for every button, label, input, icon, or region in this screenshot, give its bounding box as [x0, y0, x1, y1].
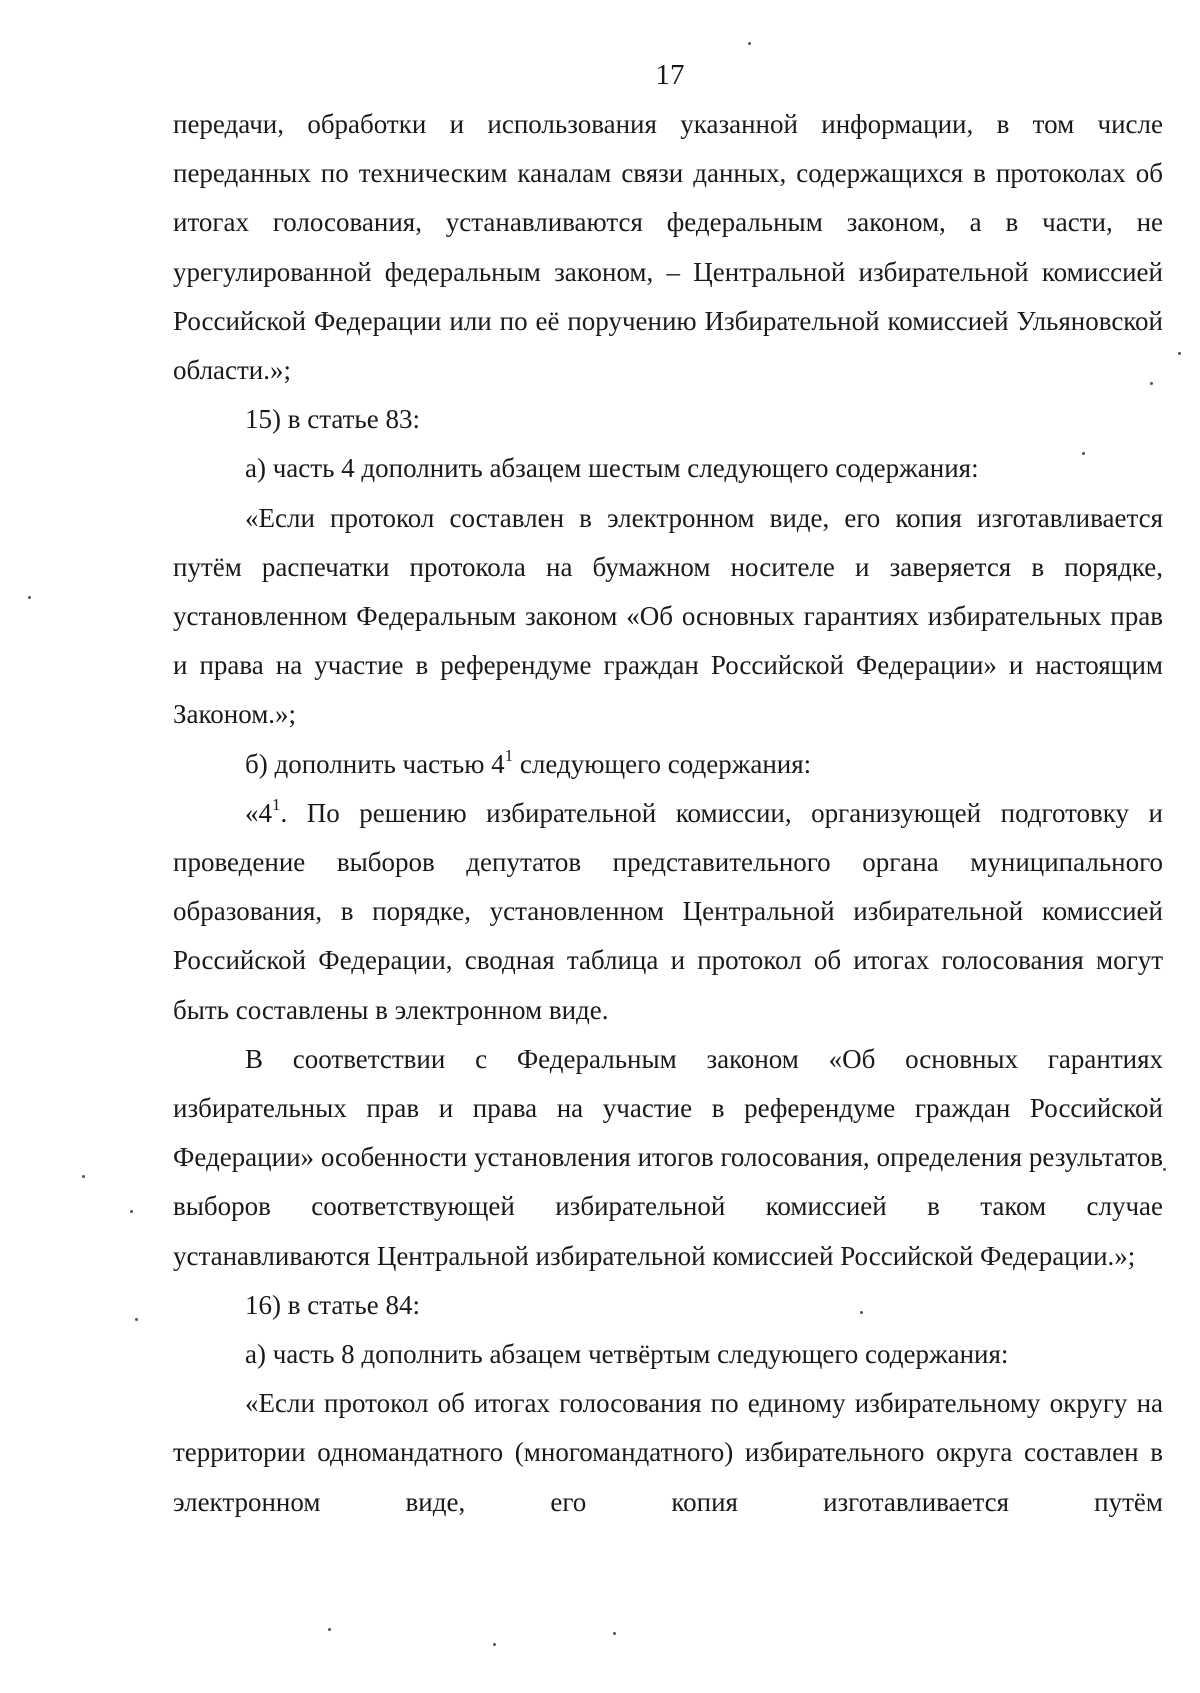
paragraph-electronic-protocol-copy: «Если протокол составлен в электронном виде, его копия изготавливается путём распечатки протокола на бумажном носителе и заверяется в порядке, установленном Федеральным законом «Об основных гарантиях избирательных прав и права на участие в референдуме граждан Российской Федерации» и настоящим Законом.»; [173, 502, 1163, 730]
scan-speck [860, 1311, 863, 1314]
page-number: 17 [655, 59, 685, 91]
scan-speck [130, 1210, 133, 1213]
scan-speck [1082, 452, 1085, 455]
scan-speck [1150, 382, 1153, 385]
text-fragment: б) дополнить частью 4 [245, 748, 505, 779]
scan-speck [613, 1632, 616, 1635]
scan-speck [493, 1643, 496, 1646]
paragraph-part-4-1-addition [173, 740, 1163, 789]
paragraph-part-4-amendment: а) часть 4 дополнить абзацем шестым следующего содержания: [245, 453, 979, 484]
superscript: 1 [504, 745, 514, 765]
paragraph-article-84-heading: 16) в статье 84: [245, 1289, 420, 1320]
text-fragment: . По решению избирательной комиссии, организующей подготовку и проведение выборов депутатов представительного органа муниципального образования, в порядке, установленном Центральной избирательной комиссией Российской Федерации, сводная таблица и протокол об итогах голосования могут быть составлены в электронном виде. [173, 797, 1163, 1025]
text-fragment: следующего содержания: [513, 748, 812, 779]
paragraph-part-4-1-text [173, 789, 1163, 1035]
scan-speck [328, 1628, 331, 1631]
scan-speck [1178, 352, 1181, 355]
text-fragment: «4 [245, 797, 272, 828]
scan-speck [28, 596, 31, 599]
scan-speck [82, 1175, 85, 1178]
paragraph-info-transfer: передачи, обработки и использования указанной информации, в том числе переданных по техническим каналам связи данных, содержащихся в протоколах об итогах голосования, устанавливаются федеральным законом, а в части, не урегулированной федеральным законом, – Центральной избирательной комиссией Российской Федерации или по её поручению Избирательной комиссией Ульяновской области.»; [173, 109, 1163, 386]
document-body [173, 100, 1163, 1527]
scan-speck [748, 42, 751, 45]
superscript: 1 [272, 794, 281, 814]
paragraph-single-district-protocol: «Если протокол об итогах голосования по единому избирательному округу на территории одномандатного (многомандатного) избирательного округа составлен в электронном виде, его копия изготавливается путём [173, 1388, 1163, 1517]
paragraph-part-8-amendment: а) часть 8 дополнить абзацем четвёртым следующего содержания: [245, 1339, 1009, 1370]
scan-speck [135, 1318, 138, 1321]
paragraph-article-83-heading: 15) в статье 83: [245, 404, 420, 435]
scan-speck [1163, 1168, 1166, 1171]
paragraph-federal-law-reference: В соответствии с Федеральным законом «Об основных гарантиях избирательных прав и права на участие в референдуме граждан Российской Федерации» особенности установления итогов голосования, определения результатов выборов соответствующей избирательной комиссией в таком случае устанавливаются Центральной избирательной комиссией Российской Федерации.»; [173, 1043, 1163, 1271]
